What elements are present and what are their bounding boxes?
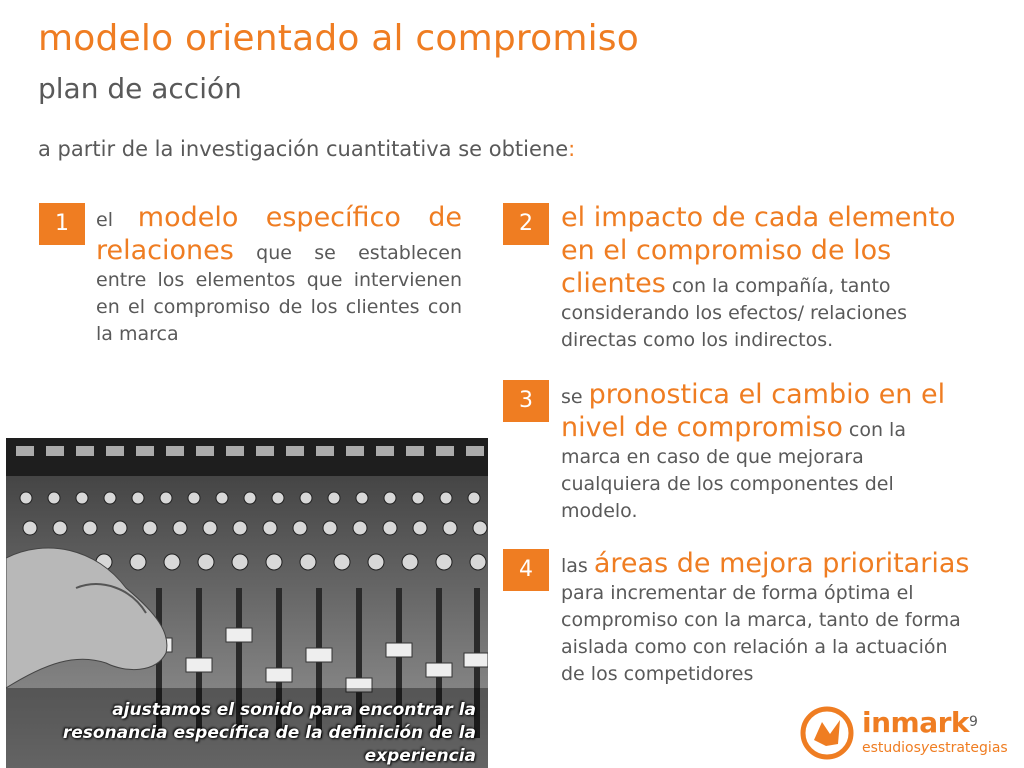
item-2-highlight: el impacto de cada elemento en el compromiso de los clientes (561, 202, 956, 299)
intro-label: a partir de la investigación cuantitativa se obtiene (38, 137, 569, 161)
item-2-text (561, 201, 971, 354)
item-2-rest: con la compañía, tanto considerando los efectos/ relaciones directas como los indirectos. (561, 275, 908, 351)
logo-tag-y: y (920, 740, 930, 756)
intro-text (38, 137, 575, 161)
item-4-rest: para incrementar de forma óptima el compromiso con la marca, tanto de forma aislada como con relación a la actuación de los competidores (561, 582, 961, 685)
intro-colon: : (568, 137, 576, 161)
item-1-number-badge: 1 (39, 203, 85, 245)
item-4-highlight: áreas de mejora prioritarias (593, 548, 970, 579)
item-4-number-badge: 4 (503, 549, 549, 591)
item-2-number-badge: 2 (503, 203, 549, 245)
slide-title: modelo orientado al compromiso (38, 18, 639, 59)
photo-caption: ajustamos el sonido para encontrar la resonancia específica de la definición de la experiencia (62, 700, 476, 766)
item-1-lead: el (96, 209, 138, 231)
logo-tagline (862, 740, 1008, 756)
item-3-number-badge: 3 (503, 380, 549, 422)
item-3-text (561, 378, 961, 525)
item-1-text (96, 201, 462, 348)
item-3-highlight: pronostica el cambio en el nivel de compromiso (561, 379, 946, 443)
inmark-logo (800, 706, 1008, 762)
slide-subtitle: plan de acción (38, 72, 242, 105)
logo-wordmark: inmark (862, 706, 970, 739)
item-4-text (561, 547, 971, 688)
item-3-rest: con la marca en caso de que mejorara cualquiera de los componentes del modelo. (561, 419, 906, 522)
item-3-lead: se (561, 386, 589, 408)
mixing-console-photo (6, 438, 488, 768)
logo-tag-a: estudios (862, 740, 921, 756)
logo-tag-b: estrategias (929, 740, 1008, 756)
inmark-logo-icon (800, 706, 854, 760)
item-4-lead: las (561, 555, 594, 577)
item-1-rest: que se establecen entre los elementos que intervienen en el compromiso de los clientes con la marca (96, 242, 462, 345)
page-number: 9 (969, 714, 978, 730)
item-1-highlight: modelo específico de relaciones (96, 202, 462, 266)
